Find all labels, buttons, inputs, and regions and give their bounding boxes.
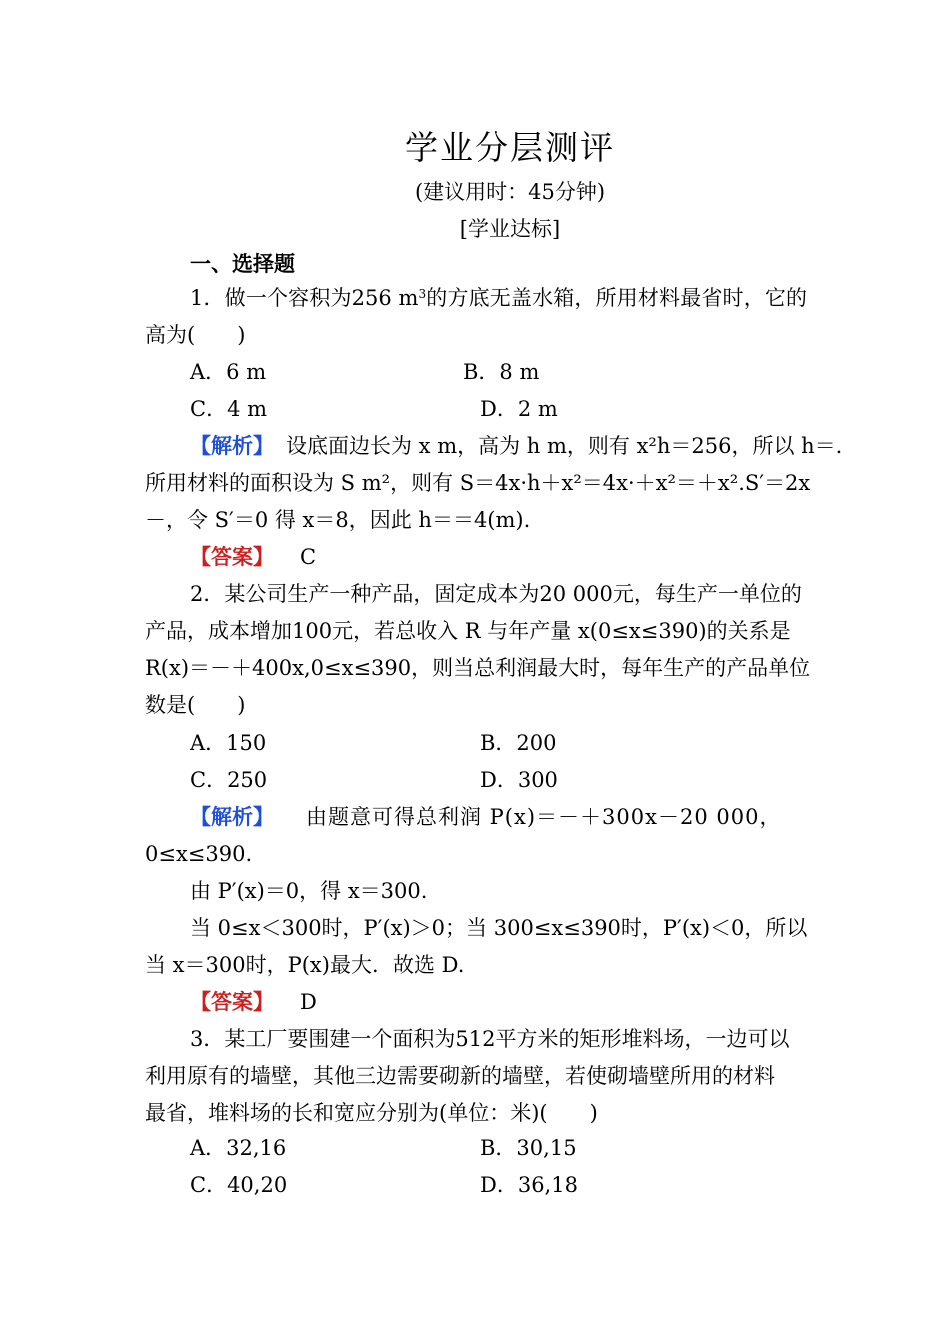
q3-option-c: C．40,20: [190, 1173, 288, 1197]
q2-option-c: C．250: [190, 768, 268, 792]
q1-analysis-line2: 所用材料的面积设为 S m²，则有 S＝4x·h＋x²＝4x·＋x²＝＋x².S′＝2x: [145, 471, 811, 495]
section-label: [学业达标]: [459, 217, 561, 241]
q2-analysis-line2: 0≤x≤390.: [145, 842, 253, 866]
q2-stem-line3: R(x)＝－＋400x,0≤x≤390，则当总利润最大时，每年生产的产品单位: [145, 656, 811, 680]
q2-option-a: A．150: [190, 731, 267, 755]
q3-option-a: A．32,16: [190, 1136, 287, 1160]
q1-analysis-text1: 设底面边长为 x m，高为 h m，则有 x²h＝256，所以 h＝.: [286, 434, 843, 458]
q3-option-d: D．36,18: [480, 1173, 578, 1197]
q1-analysis-line1: [190, 433, 842, 459]
q2-analysis-label: 【解析】: [190, 804, 274, 829]
q2-answer-line: [190, 989, 317, 1015]
q2-analysis-line3: 由 P′(x)＝0，得 x＝300.: [190, 879, 428, 903]
page-title: 学业分层测评: [405, 128, 615, 167]
q1-answer: C: [300, 545, 317, 569]
q2-analysis-line4: 当 0≤x＜300时，P′(x)＞0；当 300≤x≤390时，P′(x)＜0，所以: [190, 916, 808, 940]
q3-option-b: B．30,15: [480, 1136, 577, 1160]
q1-analysis-label: 【解析】: [190, 433, 274, 458]
q2-stem-line1: 2．某公司生产一种产品，固定成本为20 000元，每生产一单位的: [190, 582, 802, 606]
q2-analysis-line5: 当 x＝300时，P(x)最大．故选 D.: [145, 953, 465, 977]
q2-analysis-line1: [190, 804, 781, 830]
q2-answer-label: 【答案】: [190, 989, 274, 1014]
q2-option-d: D．300: [480, 768, 558, 792]
q1-option-d: D．2 m: [480, 397, 558, 421]
q3-stem-line3: 最省，堆料场的长和宽应分别为(单位：米)( ): [145, 1101, 598, 1125]
q1-stem-line1-b: 的方底无盖水箱，所用材料最省时，它的: [426, 286, 808, 310]
q1-stem-line1: [145, 285, 807, 311]
q1-option-a: A．6 m: [190, 360, 267, 384]
q1-option-c: C．4 m: [190, 397, 268, 421]
q1-stem-line1-a: 1．做一个容积为256 m: [190, 286, 419, 310]
part-heading: 一、选择题: [190, 251, 295, 276]
q1-stem-sup: 3: [418, 287, 427, 301]
time-hint: (建议用时：45分钟): [414, 180, 606, 204]
q1-answer-label: 【答案】: [190, 544, 274, 569]
q1-option-b: B．8 m: [463, 360, 540, 384]
q2-stem-line4: 数是( ): [145, 693, 246, 717]
q1-analysis-line3: －，令 S′＝0 得 x＝8，因此 h＝＝4(m).: [145, 508, 531, 532]
q2-option-b: B．200: [480, 731, 557, 755]
q2-stem-line2: 产品，成本增加100元，若总收入 R 与年产量 x(0≤x≤390)的关系是: [145, 619, 791, 643]
q3-stem-line1: 3．某工厂要围建一个面积为512平方米的矩形堆料场，一边可以: [190, 1027, 790, 1051]
q2-analysis-text1: 由题意可得总利润 P(x)＝－＋300x－20 000，: [306, 805, 782, 829]
q1-stem-line2: 高为( ): [145, 323, 246, 347]
q2-answer: D: [300, 990, 317, 1014]
q1-answer-line: [190, 544, 316, 570]
q3-stem-line2: 利用原有的墙壁，其他三边需要砌新的墙壁，若使砌墙壁所用的材料: [145, 1064, 775, 1088]
